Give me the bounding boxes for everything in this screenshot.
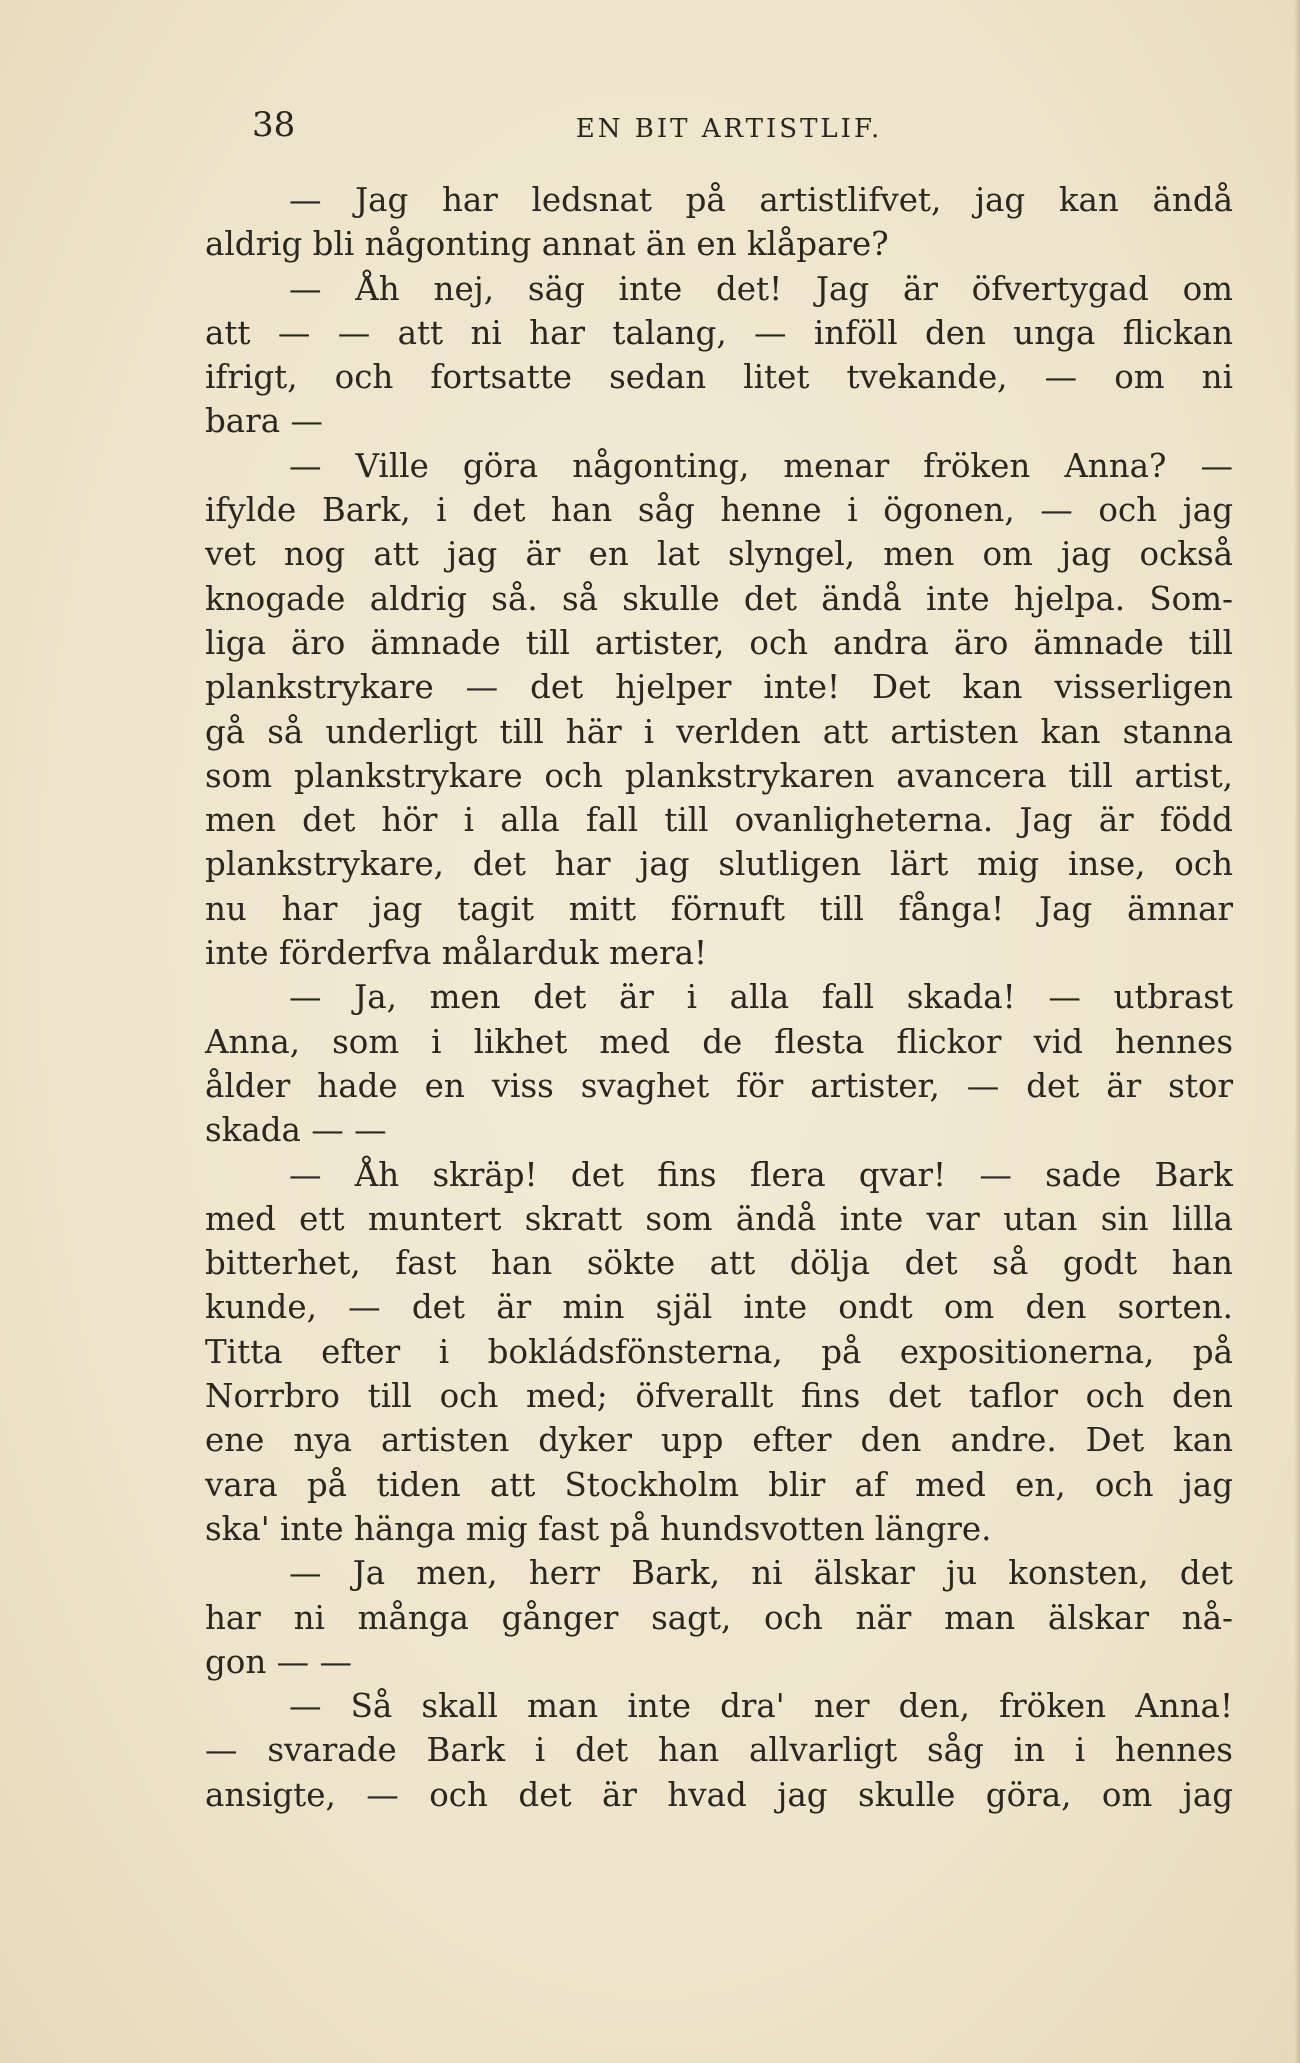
text-line: knogade aldrig så. så skulle det ändå inte hjelpa. Som- <box>205 579 1233 618</box>
text-line: med ett muntert skratt som ändå inte var utan sin lilla <box>205 1199 1233 1238</box>
text-line: liga äro ämnade till artister, och andra äro ämnade till <box>205 623 1233 662</box>
body-text <box>205 178 1233 1817</box>
text-line: plankstrykare — det hjelper inte! Det kan visserligen <box>205 668 1233 707</box>
text-line: ansigte, — och det är hvad jag skulle göra, om jag <box>205 1775 1233 1814</box>
text-line: — svarade Bark i det han allvarligt såg in i hennes <box>205 1731 1233 1770</box>
text-line: gon — — <box>205 1642 352 1681</box>
text-line: ålder hade en viss svaghet för artister, — det är stor <box>205 1066 1233 1105</box>
text-line: — Ja men, herr Bark, ni älskar ju konsten, det <box>289 1554 1233 1593</box>
text-line: att — — att ni har talang, — inföll den unga flickan <box>205 313 1233 352</box>
text-line: — Ville göra någonting, menar fröken Anna? — <box>289 446 1233 485</box>
text-line: bitterhet, fast han sökte att dölja det så godt han <box>205 1244 1233 1283</box>
text-line: ene nya artisten dyker upp efter den andre. Det kan <box>205 1421 1233 1460</box>
text-line: Titta efter i bokládsfönsterna, på expositionerna, på <box>205 1332 1233 1371</box>
text-line: — Så skall man inte dra' ner den, fröken Anna! <box>289 1687 1233 1726</box>
text-line: gå så underligt till här i verlden att artisten kan stanna <box>205 712 1233 751</box>
text-line: har ni många gånger sagt, och när man älskar nå- <box>205 1598 1233 1637</box>
text-line: aldrig bli någonting annat än en klåpare? <box>205 225 889 264</box>
text-line: ifrigt, och fortsatte sedan litet tvekande, — om ni <box>205 358 1233 397</box>
text-line: skada — — <box>205 1111 387 1150</box>
text-line: inte förderfva målarduk mera! <box>205 934 708 973</box>
text-line: plankstrykare, det har jag slutligen lärt mig inse, och <box>205 845 1233 884</box>
text-line: Norrbro till och med; öfverallt fins det taflor och den <box>205 1377 1233 1416</box>
text-line: bara — <box>205 402 323 441</box>
text-line: nu har jag tagit mitt förnuft till fånga! Jag ämnar <box>205 889 1233 928</box>
text-line: vet nog att jag är en lat slyngel, men om jag också <box>205 535 1233 574</box>
text-line: vara på tiden att Stockholm blir af med en, och jag <box>205 1465 1233 1504</box>
text-line: — Åh skräp! det fins flera qvar! — sade Bark <box>289 1155 1233 1194</box>
text-line: Anna, som i likhet med de flesta flickor vid hennes <box>205 1022 1233 1061</box>
text-line: som plankstrykare och plankstrykaren avancera till artist, <box>205 756 1233 795</box>
text-line: — Jag har ledsnat på artistlifvet, jag kan ändå <box>289 181 1233 219</box>
text-line: — Åh nej, säg inte det! Jag är öfvertygad om <box>289 269 1233 308</box>
text-line: men det hör i alla fall till ovanligheterna. Jag är född <box>205 801 1233 840</box>
page-header <box>205 102 1233 148</box>
page-number: 38 <box>252 105 296 145</box>
text-line: ska' inte hänga mig fast på hundsvotten längre. <box>205 1509 992 1548</box>
text-line: ifylde Bark, i det han såg henne i ögonen, — och jag <box>205 491 1233 530</box>
page-edge-shadow <box>1294 0 1300 2063</box>
running-title: EN BIT ARTISTLIF. <box>575 114 883 144</box>
text-line: kunde, — det är min själ inte ondt om den sorten. <box>205 1288 1233 1327</box>
text-line: — Ja, men det är i alla fall skada! — utbrast <box>289 978 1233 1017</box>
